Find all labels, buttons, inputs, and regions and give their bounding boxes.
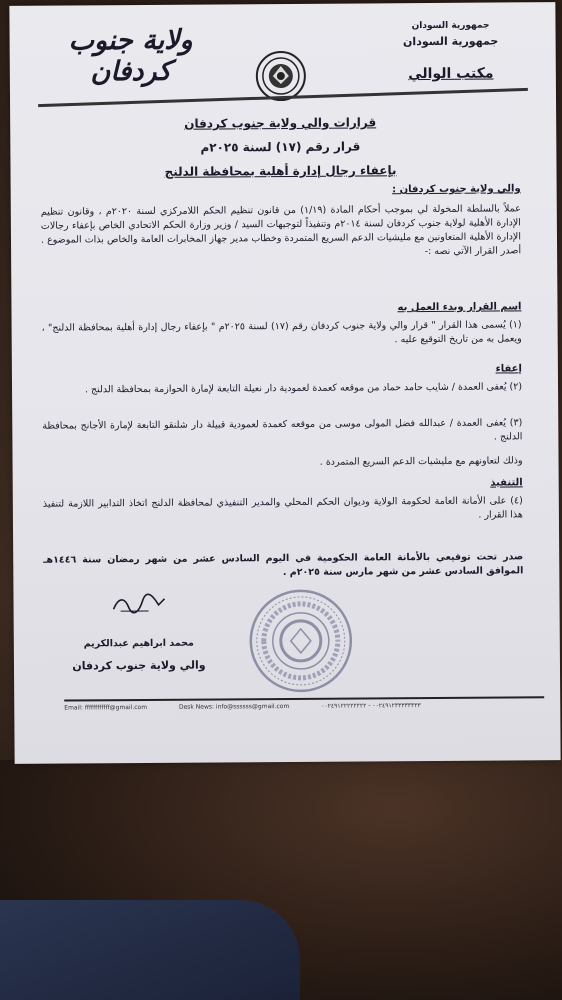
section-3-heading-row (43, 476, 523, 493)
document-titles (50, 114, 510, 179)
office-label: مكتب الوالي (408, 65, 494, 83)
signatory-title: والي ولاية جنوب كردفان (72, 658, 206, 673)
header-right (375, 20, 525, 82)
section-1-heading-row (41, 300, 521, 317)
republic-line-1: جمهورية السودان (411, 20, 490, 32)
closing-text: صدر تحت توقيعي بالأمانة العامة الحكومية في اليوم السادس عشر من شهر رمضان سنة ١٤٤٦هـ الموافق السادس عشر من شهر مارس سنة ٢٠٢٥م . (43, 551, 524, 579)
addressee-label: والي ولاية جنوب كردفان : (392, 183, 521, 196)
section-2-heading-row (42, 362, 522, 379)
republic-line-2: جمهورية السودان (402, 34, 499, 49)
section-3-heading: التنفيذ (490, 477, 523, 489)
footer (64, 701, 549, 718)
footer-phones: ٠٠٢٤٩١٢٣٣٣٣٣٣٣٣ - ٠٠٢٤٩١٢٢٢٢٢٢٢٢ (321, 702, 421, 710)
preamble: عملاً بالسلطة المخولة لي بموجب أحكام المادة (١/١٩) من قانون تنظيم الحكم اللامركزي لسنة ٢٠٢٠م ، وقانون تنظيم الإدارة الأهلية لولاية جنوب كردفان لسنة ٢٠١٤م وتنفيذاً لتوجيهات السيد / وزير وزارة الحكم الاتحادي الخاص بإعفاء رجالات الإدارة الأهلية المتعاونين مع مليشيات الدعم السريع المتمردة وخطاب مدير جهاز المخابرات العامة والخاص بذات الموضوع . أصدر القرار الآتي نصه :- (40, 203, 522, 258)
addressee (41, 182, 521, 199)
section-1-heading: اسم القرار وبدء العمل به (397, 301, 522, 314)
handwritten-signature-icon (108, 593, 168, 615)
section-3-text: (٤) على الأمانة العامة لحكومة الولاية وديوان الحكم المحلي والمدير التنفيذي لمحافظة الدلنج اتخاذ التدابير اللازمة لتنفيذ هذا القرار . (42, 495, 523, 521)
state-name-logo: ولاية جنوب كردفان (68, 24, 193, 88)
document-page (9, 2, 560, 764)
section-2-reason: وذلك لتعاونهم مع مليشيات الدعم السريع المتمردة . (319, 455, 523, 468)
footer-email-2: Desk News: info@ssssss@gmail.com (178, 702, 290, 711)
emblem-icon (255, 50, 307, 102)
official-stamp-icon (245, 586, 356, 697)
section-1-text: (١) يُسمى هذا القرار " قرار والي ولاية جنوب كردفان رقم (١٧) لسنة ٢٠٢٥م " بإعفاء رجال إدارة أهلية بمحافظة الدلنج" ، ويعمل به من تاريخ التوقيع عليه . (41, 319, 522, 346)
decision-subject: بإعفاء رجال إدارة أهلية بمحافظة الدلنج (164, 163, 397, 179)
cloth (0, 900, 300, 1000)
decision-number: قرار رقم (١٧) لسنة ٢٠٢٥م (200, 139, 361, 155)
section-2-item-2: (٣) يُعفى العمدة / عبدالله فضل المولى موسى من موقعه كعمدة لعمودية قبيلة دار شلنقو التابعة لإمارة الأجانج بمحافظة الدلنج . (42, 417, 523, 443)
footer-email-1: Email: ffffffffffff@gmail.com (64, 703, 148, 712)
signature-block (53, 592, 224, 672)
signatory-name: محمد ابراهيم عبدالكريم (83, 637, 194, 650)
section-2-heading: إعفاء (495, 363, 522, 375)
section-2-item-1: (٢) يُعفى العمدة / شايب حامد حماد من موقعه كعمدة لعمودية دار نعيلة التابعة لإمارة الحوازمة بمحافظة الدلنج . (84, 381, 523, 396)
decisions-title: قرارات والي ولاية جنوب كردفان (184, 115, 377, 131)
